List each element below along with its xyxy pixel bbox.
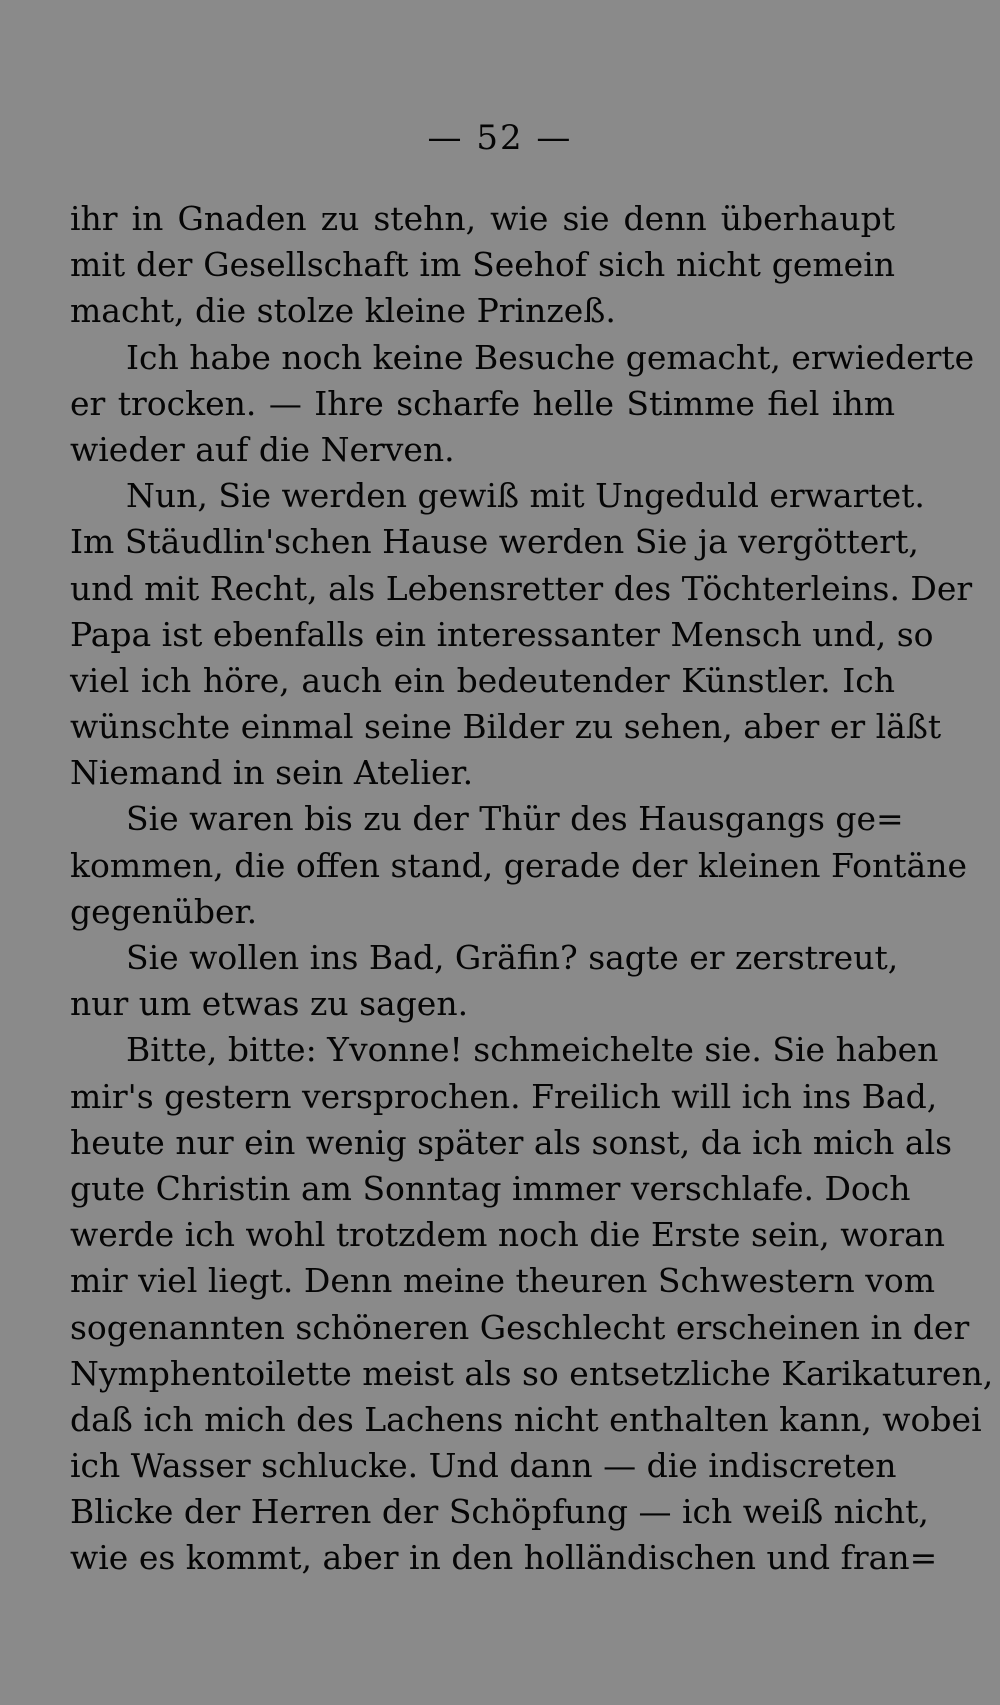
text-line: Niemand in sein Atelier. [70, 753, 474, 793]
text-line: Nymphentoilette meist als so entsetzliche Karikaturen, [70, 1353, 994, 1393]
text-line: kommen, die offen stand, gerade der kleinen Fontäne [70, 845, 967, 885]
text-line: mir viel liegt. Denn meine theuren Schwestern vom [70, 1261, 936, 1301]
text-line: Bitte, bitte: Yvonne! schmeichelte sie. Sie haben [126, 1030, 939, 1070]
text-line: sogenannten schöneren Geschlecht erscheinen in der [70, 1307, 970, 1347]
text-line: Sie wollen ins Bad, Gräfin? sagte er zerstreut, [126, 938, 899, 977]
text-line: gegenüber. [70, 891, 258, 931]
text-line: Papa ist ebenfalls ein interessanter Mensch und, so [70, 614, 934, 654]
text-line: Blicke der Herren der Schöpfung — ich weiß nicht, [70, 1492, 929, 1532]
text-line: macht, die stolze kleine Prinzeß. [70, 291, 616, 331]
text-line: und mit Recht, als Lebensretter des Töchterleins. Der [70, 568, 973, 608]
page-number: — 52 — [427, 118, 573, 158]
text-line: er trocken. — Ihre scharfe helle Stimme fiel ihm [70, 383, 895, 423]
text-line: mit der Gesellschaft im Seehof sich nicht gemein [70, 245, 895, 285]
text-line: daß ich mich des Lachens nicht enthalten kann, wobei [70, 1399, 982, 1439]
text-line: Nun, Sie werden gewiß mit Ungeduld erwartet. [126, 476, 925, 516]
text-line: Sie waren bis zu der Thür des Hausgangs ge= [126, 799, 904, 839]
text-line: werde ich wohl trotzdem noch die Erste sein, woran [70, 1215, 946, 1255]
text-line: ich Wasser schlucke. Und dann — die indiscreten [70, 1446, 897, 1486]
text-line: ihr in Gnaden zu stehn, wie sie denn überhaupt [70, 199, 895, 238]
text-line: Ich habe noch keine Besuche gemacht, erwiederte [126, 337, 975, 377]
text-line: nur um etwas zu sagen. [70, 984, 469, 1024]
text-line: viel ich höre, auch ein bedeutender Künstler. Ich [70, 660, 895, 700]
text-line: mir's gestern versprochen. Freilich will ich ins Bad, [70, 1076, 938, 1116]
body-text [70, 196, 994, 1582]
text-line: heute nur ein wenig später als sonst, da ich mich als [70, 1122, 953, 1162]
text-line: Im Stäudlin'schen Hause werden Sie ja vergöttert, [70, 522, 919, 562]
text-line: wieder auf die Nerven. [70, 429, 455, 469]
text-line: wie es kommt, aber in den holländischen und fran= [70, 1538, 938, 1578]
text-line: gute Christin am Sonntag immer verschlafe. Doch [70, 1168, 911, 1208]
text-line: wünschte einmal seine Bilder zu sehen, aber er läßt [70, 707, 942, 747]
